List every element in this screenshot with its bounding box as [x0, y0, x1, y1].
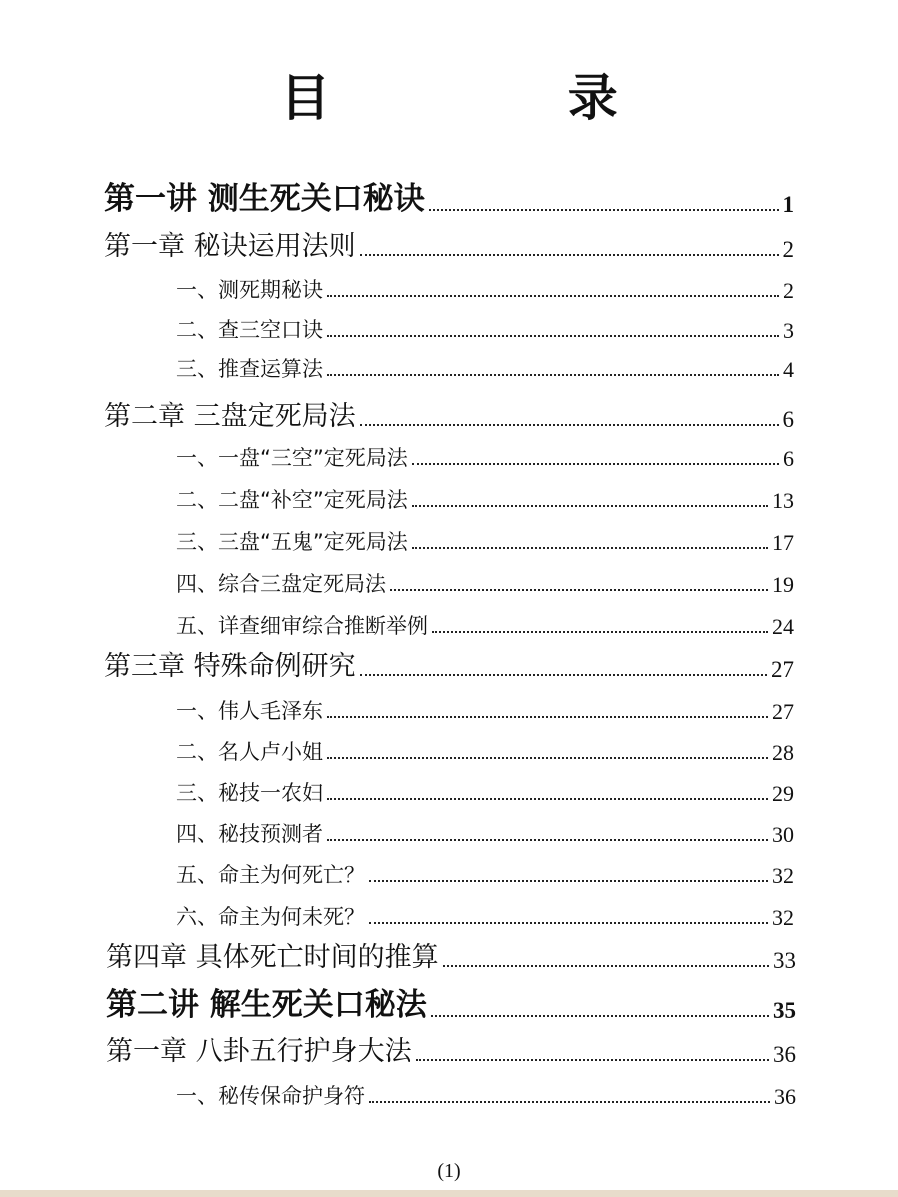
toc-entry-label: 五、详查细审综合推断举例: [176, 614, 428, 638]
toc-entry-label: 第三章 特殊命例研究: [104, 651, 356, 682]
toc-entry-page: 29: [772, 781, 794, 806]
toc-entry-page: 36: [774, 1084, 796, 1109]
toc-entry-label: 第一讲 测生死关口秘诀: [104, 181, 425, 217]
leader-dots: [327, 295, 779, 297]
toc-entry-label: 第二讲 解生死关口秘法: [106, 987, 427, 1023]
toc-entry-page: 32: [772, 863, 794, 888]
leader-dots: [327, 757, 768, 759]
toc-entry-page: 36: [773, 1042, 796, 1067]
toc-entry-page: 35: [773, 998, 796, 1023]
toc-entry-label: 一、秘传保命护身符: [176, 1084, 365, 1108]
toc-entry-label: 五、命主为何死亡？: [176, 863, 365, 887]
toc-entry-section[interactable]: [176, 524, 794, 556]
toc-entry-label: 二、二盘“补空”定死局法: [176, 488, 408, 512]
leader-dots: [443, 965, 769, 967]
toc-entry-label: 三、三盘“五鬼”定死局法: [176, 530, 408, 554]
toc-entry-label: 三、秘技一农妇: [176, 781, 323, 805]
toc-entry-page: 6: [782, 407, 794, 432]
toc-entry-section[interactable]: [176, 566, 794, 598]
toc-entry-page: 27: [772, 699, 794, 724]
toc-entry-page: 1: [782, 192, 794, 217]
toc-entry-label: 六、命主为何未死？: [176, 905, 365, 929]
toc-entry-page: 30: [772, 822, 794, 847]
toc-entry-section[interactable]: [176, 351, 794, 383]
toc-entry-section[interactable]: [176, 482, 794, 514]
toc-entry-label: 第二章 三盘定死局法: [104, 401, 356, 432]
toc-entry-label: 一、测死期秘诀: [176, 278, 323, 302]
toc-entry-label: 一、伟人毛泽东: [176, 699, 323, 723]
toc-entry-page: 17: [772, 530, 794, 555]
toc-entry-page: 19: [772, 572, 794, 597]
toc-entry-page: 3: [783, 318, 794, 343]
toc-entry-label: 第一章 八卦五行护身大法: [106, 1036, 412, 1067]
toc-entry-chapter[interactable]: [104, 645, 794, 683]
toc-entry-chapter[interactable]: [106, 1030, 796, 1068]
toc-entry-page: 33: [773, 948, 796, 973]
toc-entry-lecture-1[interactable]: [104, 178, 794, 218]
leader-dots: [360, 674, 767, 676]
toc-entry-chapter[interactable]: [104, 395, 794, 433]
toc-entry-section[interactable]: [176, 775, 794, 807]
toc-entry-chapter[interactable]: [104, 225, 794, 263]
leader-dots: [327, 716, 768, 718]
leader-dots: [360, 424, 779, 426]
leader-dots: [412, 463, 779, 465]
toc-entry-label: 三、推查运算法: [176, 357, 323, 381]
toc-entry-label: 四、秘技预测者: [176, 822, 323, 846]
toc-entry-page: 2: [783, 278, 794, 303]
leader-dots: [327, 798, 768, 800]
toc-entry-label: 第四章 具体死亡时间的推算: [106, 942, 439, 973]
leader-dots: [432, 631, 768, 633]
leader-dots: [369, 922, 768, 924]
toc-entry-label: 二、查三空口诀: [176, 318, 323, 342]
toc-entry-page: 24: [772, 614, 794, 639]
leader-dots: [327, 335, 779, 337]
leader-dots: [327, 374, 779, 376]
toc-entry-section[interactable]: [176, 1078, 796, 1110]
leader-dots: [412, 505, 768, 507]
toc-entry-section[interactable]: [176, 608, 794, 640]
toc-entry-label: 一、一盘“三空”定死局法: [176, 446, 408, 470]
leader-dots: [369, 1101, 770, 1103]
toc-entry-page: 32: [772, 905, 794, 930]
toc-entry-lecture-2[interactable]: [106, 982, 796, 1024]
toc-entry-label: 四、综合三盘定死局法: [176, 572, 386, 596]
toc-entry-page: 2: [782, 237, 794, 262]
toc-entry-page: 6: [783, 446, 794, 471]
page-number-footer: (1): [437, 1160, 461, 1182]
leader-dots: [412, 547, 768, 549]
toc-entry-page: 13: [772, 488, 794, 513]
toc-entry-section[interactable]: [176, 693, 794, 725]
toc-entry-section[interactable]: [176, 440, 794, 472]
toc-entry-label: 第一章 秘诀运用法则: [104, 231, 356, 262]
toc-entry-page: 27: [771, 657, 794, 682]
toc-entry-section[interactable]: [176, 857, 794, 889]
toc-entry-section[interactable]: [176, 899, 794, 931]
leader-dots: [431, 1015, 769, 1017]
toc-entry-page: 28: [772, 740, 794, 765]
leader-dots: [327, 839, 768, 841]
leader-dots: [429, 209, 779, 211]
leader-dots: [390, 589, 768, 591]
toc-entry-page: 4: [783, 357, 794, 382]
leader-dots: [369, 880, 768, 882]
toc-entry-section[interactable]: [176, 816, 794, 848]
leader-dots: [360, 254, 779, 256]
toc-entry-label: 二、名人卢小姐: [176, 740, 323, 764]
toc-entry-section[interactable]: [176, 272, 794, 304]
page-edge: [0, 1190, 898, 1197]
page-title: 目 录: [280, 69, 728, 127]
leader-dots: [416, 1059, 769, 1061]
toc-entry-section[interactable]: [176, 312, 794, 344]
toc-entry-section[interactable]: [176, 734, 794, 766]
toc-entry-chapter[interactable]: [106, 936, 796, 974]
